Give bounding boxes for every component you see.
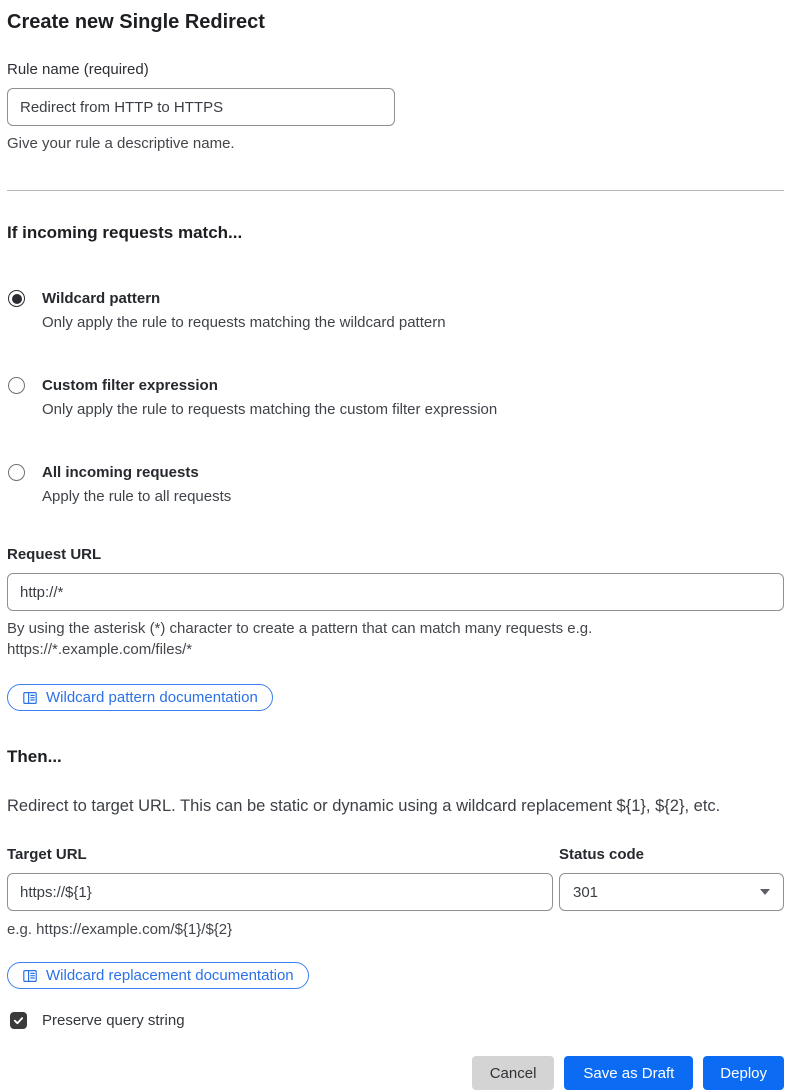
status-code-select[interactable] [559, 873, 784, 911]
status-code-label: Status code [559, 846, 645, 863]
save-as-draft-button[interactable]: Save as Draft [564, 1056, 693, 1090]
radio-option-description: Only apply the rule to requests matching the custom filter expression [42, 401, 498, 418]
radio-option-description: Only apply the rule to requests matching the wildcard pattern [42, 314, 446, 331]
radio-selected-icon[interactable] [8, 290, 25, 307]
request-url-help-line2: https://*.example.com/files/* [7, 641, 193, 658]
target-url-input[interactable] [7, 873, 553, 911]
target-url-field [7, 845, 553, 940]
target-and-status-row [7, 845, 784, 940]
status-code-selected-value: 301 [573, 883, 599, 901]
target-url-label: Target URL [7, 846, 87, 863]
request-url-input[interactable] [7, 573, 784, 611]
radio-unselected-icon[interactable] [8, 377, 25, 394]
chevron-down-icon [760, 889, 770, 895]
wildcard-replacement-docs-button[interactable] [7, 962, 309, 989]
checkmark-icon [13, 1015, 24, 1026]
radio-option-label: Wildcard pattern [42, 290, 161, 307]
request-url-label: Request URL [7, 546, 102, 563]
preserve-query-string-row[interactable] [7, 1010, 784, 1031]
radio-option-wildcard-pattern[interactable] [7, 288, 784, 333]
radio-option-description: Apply the rule to all requests [42, 488, 232, 505]
request-url-help-line1: By using the asterisk (*) character to create a pattern that can match many requests e.g. [7, 620, 593, 637]
radio-option-custom-filter-expression[interactable] [7, 375, 784, 420]
preserve-query-string-label: Preserve query string [42, 1012, 185, 1029]
status-code-field [559, 845, 784, 940]
rule-name-input[interactable] [7, 88, 395, 126]
open-book-icon [22, 968, 38, 984]
radio-unselected-icon[interactable] [8, 464, 25, 481]
wildcard-pattern-docs-label: Wildcard pattern documentation [46, 689, 258, 706]
radio-option-texts [42, 462, 231, 507]
section-divider [7, 190, 784, 191]
cancel-button[interactable]: Cancel [472, 1056, 555, 1090]
radio-option-texts [42, 375, 497, 420]
wildcard-pattern-docs-button[interactable] [7, 684, 273, 711]
open-book-icon [22, 690, 38, 706]
rule-name-label: Rule name (required) [7, 61, 149, 78]
footer-actions [7, 1056, 784, 1090]
deploy-button[interactable]: Deploy [703, 1056, 784, 1090]
radio-option-all-incoming-requests[interactable] [7, 462, 784, 507]
checkbox-checked[interactable] [10, 1012, 27, 1029]
radio-option-label: Custom filter expression [42, 377, 218, 394]
target-url-help: e.g. https://example.com/${1}/${2} [7, 921, 233, 938]
rule-name-help: Give your rule a descriptive name. [7, 135, 235, 152]
then-section-heading: Then... [7, 747, 62, 766]
radio-option-texts [42, 288, 446, 333]
then-description: Redirect to target URL. This can be static or dynamic using a wildcard replacement ${1}, ${2}, etc. [7, 797, 721, 815]
match-section-heading: If incoming requests match... [7, 223, 243, 242]
radio-option-label: All incoming requests [42, 464, 199, 481]
request-url-help [7, 618, 647, 660]
page-title: Create new Single Redirect [7, 11, 265, 33]
wildcard-replacement-docs-label: Wildcard replacement documentation [46, 967, 294, 984]
